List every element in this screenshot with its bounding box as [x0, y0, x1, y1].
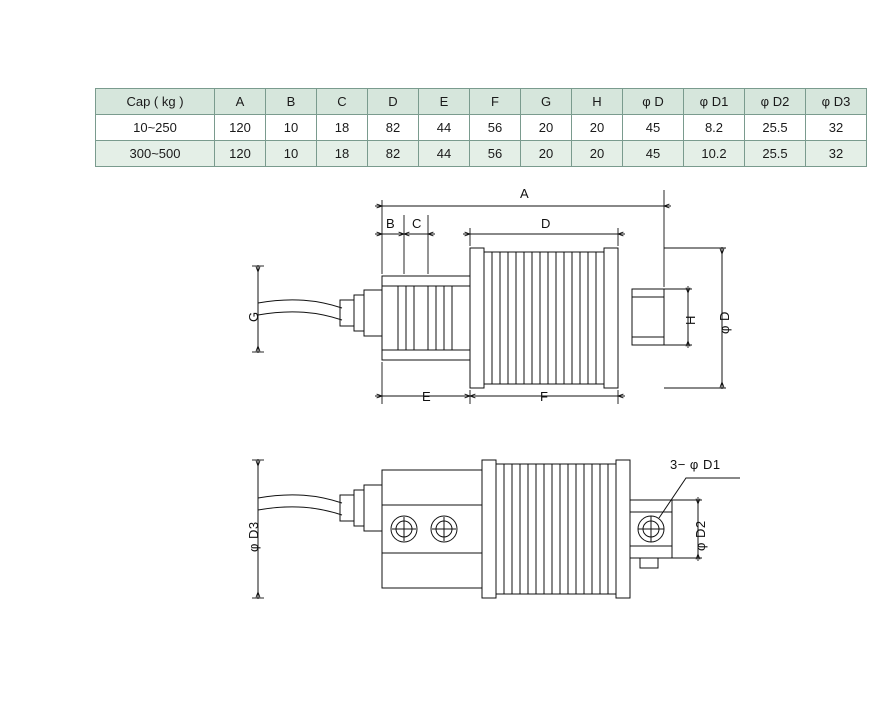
cell-c: 18 — [317, 115, 368, 141]
th-phi-d: φ D — [623, 89, 684, 115]
specification-table — [95, 88, 867, 167]
cell-phi-d1: 10.2 — [684, 141, 745, 167]
dim-label-H: H — [683, 315, 698, 325]
cell-f: 56 — [470, 115, 521, 141]
dim-label-D: D — [541, 216, 551, 231]
th-b: B — [266, 89, 317, 115]
dim-label-C: C — [412, 216, 422, 231]
cell-phi-d: 45 — [623, 115, 684, 141]
cell-h: 20 — [572, 141, 623, 167]
cell-b: 10 — [266, 115, 317, 141]
callout-label-3-phi-D1: 3− φ D1 — [670, 457, 721, 472]
cell-phi-d2: 25.5 — [745, 141, 806, 167]
th-phi-d3: φ D3 — [806, 89, 867, 115]
dim-label-phi-D2: φ D2 — [693, 520, 708, 551]
cell-g: 20 — [521, 141, 572, 167]
dim-label-A: A — [520, 186, 530, 201]
dim-label-phi-D3: φ D3 — [246, 521, 261, 552]
side-view-dimensions — [252, 190, 726, 404]
th-c: C — [317, 89, 368, 115]
table-row — [96, 141, 867, 167]
table-row — [96, 115, 867, 141]
bellows-convolutions — [484, 252, 604, 384]
cell-a: 120 — [215, 141, 266, 167]
cell-phi-d3: 32 — [806, 115, 867, 141]
cell-h: 20 — [572, 115, 623, 141]
th-a: A — [215, 89, 266, 115]
th-cap: Cap ( kg ) — [96, 89, 215, 115]
dim-label-F: F — [540, 389, 549, 404]
cell-phi-d1: 8.2 — [684, 115, 745, 141]
table-body — [96, 115, 867, 167]
top-view-geometry — [258, 460, 740, 598]
dim-label-B: B — [386, 216, 396, 231]
dim-label-G: G — [246, 311, 261, 322]
cell-b: 10 — [266, 141, 317, 167]
cell-c: 18 — [317, 141, 368, 167]
th-g: G — [521, 89, 572, 115]
th-e: E — [419, 89, 470, 115]
cell-phi-d: 45 — [623, 141, 684, 167]
cell-e: 44 — [419, 141, 470, 167]
th-f: F — [470, 89, 521, 115]
cell-phi-d2: 25.5 — [745, 115, 806, 141]
table-header — [96, 89, 867, 115]
table-header-row — [96, 89, 867, 115]
dim-label-E: E — [422, 389, 432, 404]
cell-d: 82 — [368, 115, 419, 141]
cell-cap: 10~250 — [96, 115, 215, 141]
cell-e: 44 — [419, 115, 470, 141]
cell-phi-d3: 32 — [806, 141, 867, 167]
bellows-convolutions-top — [496, 464, 616, 594]
th-d: D — [368, 89, 419, 115]
top-view-dimensions — [252, 460, 702, 598]
th-phi-d2: φ D2 — [745, 89, 806, 115]
cell-d: 82 — [368, 141, 419, 167]
side-view-geometry — [258, 248, 664, 388]
cell-f: 56 — [470, 141, 521, 167]
cell-a: 120 — [215, 115, 266, 141]
dim-label-phi-D: φ D — [717, 311, 732, 334]
cell-cap: 300~500 — [96, 141, 215, 167]
cell-g: 20 — [521, 115, 572, 141]
th-phi-d1: φ D1 — [684, 89, 745, 115]
th-h: H — [572, 89, 623, 115]
